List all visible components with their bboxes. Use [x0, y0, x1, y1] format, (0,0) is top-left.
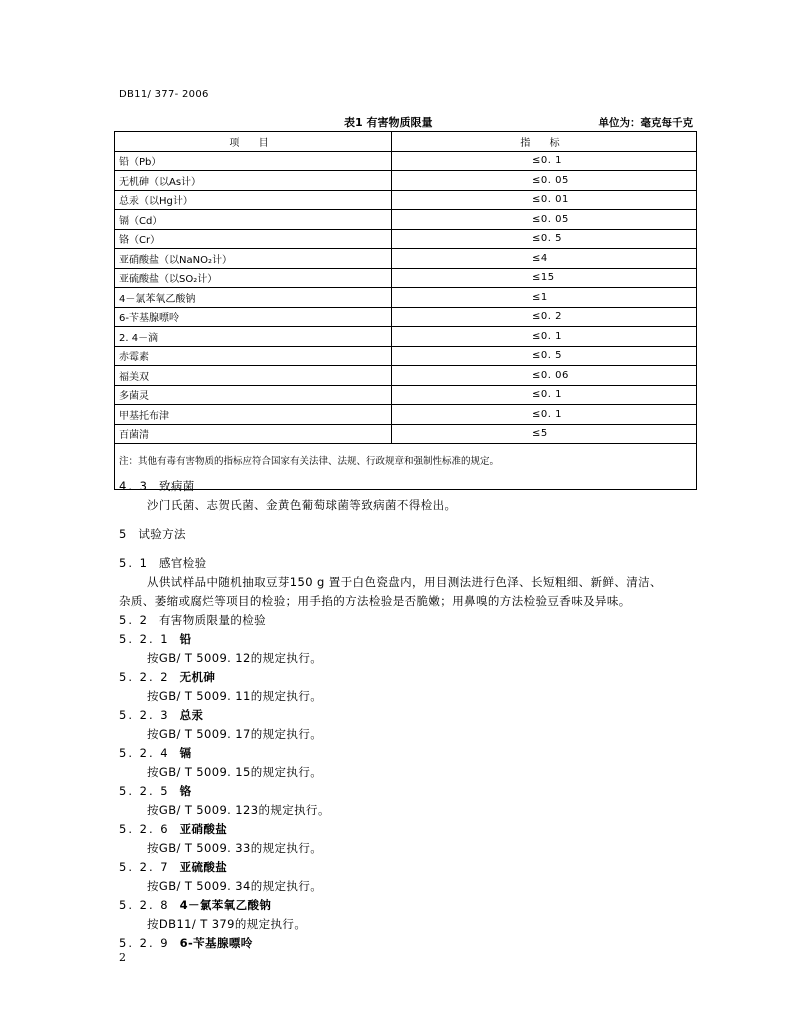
limit-value: ≤0. 2	[392, 307, 697, 327]
table-row	[115, 229, 697, 249]
table-row	[115, 424, 697, 444]
section-number: 5. 2. 4	[119, 746, 170, 760]
section-number: 5. 2	[119, 613, 149, 627]
substance-name: 铬（Cr）	[115, 229, 392, 249]
section-heading	[119, 478, 195, 494]
substance-name: 赤霉素	[115, 346, 392, 366]
section-title: 总汞	[179, 708, 204, 722]
limit-value: ≤15	[392, 268, 697, 288]
substance-name: 6-苄基腺嘌呤	[115, 307, 392, 327]
section-number: 5. 2. 6	[119, 822, 170, 836]
column-header-item: 项 目	[115, 132, 392, 152]
section-heading	[119, 821, 227, 837]
substance-name: 甲基托布津	[115, 405, 392, 425]
section-heading	[119, 859, 227, 875]
table-row	[115, 307, 697, 327]
substance-name: 亚硝酸盐（以NaNO₂计）	[115, 249, 392, 269]
limit-value: ≤0. 1	[392, 385, 697, 405]
section-heading	[119, 935, 253, 951]
table-row	[115, 385, 697, 405]
section-title: 镉	[179, 746, 192, 760]
section-number: 5. 2. 2	[119, 670, 170, 684]
limit-value: ≤0. 1	[392, 405, 697, 425]
section-number: 4. 3	[119, 479, 149, 493]
document-code: DB11/ 377- 2006	[119, 89, 209, 100]
section-heading	[119, 631, 191, 647]
section-title: 有害物质限量的检验	[158, 613, 267, 627]
substance-name: 铅（Pb）	[115, 151, 392, 171]
table-note: 注：其他有毒有害物质的指标应符合国家有关法律、法规、行政规章和强制性标准的规定。	[115, 444, 697, 490]
table-unit: 单位为：毫克每千克	[598, 117, 693, 129]
page-number: 2	[119, 951, 126, 964]
paragraph: 按GB/ T 5009. 11的规定执行。	[147, 689, 323, 703]
section-number: 5. 2. 8	[119, 898, 170, 912]
column-header-indicator: 指 标	[392, 132, 697, 152]
section-title: 6-苄基腺嘌呤	[179, 936, 253, 950]
limit-value: ≤4	[392, 249, 697, 269]
substance-name: 4－氯苯氧乙酸钠	[115, 288, 392, 308]
limit-value: ≤0. 1	[392, 151, 697, 171]
section-heading	[119, 745, 191, 761]
section-title: 铬	[179, 784, 192, 798]
limit-value: ≤0. 1	[392, 327, 697, 347]
section-title: 试验方法	[138, 527, 186, 541]
table-row	[115, 249, 697, 269]
section-title: 亚硫酸盐	[179, 860, 228, 874]
limit-value: ≤0. 5	[392, 346, 697, 366]
table-row	[115, 405, 697, 425]
paragraph: 沙门氏菌、志贺氏菌、金黄色葡萄球菌等致病菌不得检出。	[147, 498, 457, 512]
paragraph-continuation: 杂质、萎缩或腐烂等项目的检验；用手掐的方法检验是否脆嫩；用鼻嗅的方法检验豆香味及异味。	[119, 594, 631, 608]
section-number: 5. 2. 1	[119, 632, 170, 646]
substance-name: 多菌灵	[115, 385, 392, 405]
table-row	[115, 190, 697, 210]
table-row	[115, 366, 697, 386]
section-heading	[119, 555, 207, 571]
paragraph: 从供试样品中随机抽取豆芽150 g 置于白色瓷盘内，用目测法进行色泽、长短粗细、新鲜、清洁、	[147, 575, 662, 589]
limit-value: ≤0. 05	[392, 171, 697, 191]
substance-name: 总汞（以Hg计）	[115, 190, 392, 210]
paragraph: 按GB/ T 5009. 33的规定执行。	[147, 841, 323, 855]
paragraph: 按GB/ T 5009. 12的规定执行。	[147, 651, 323, 665]
table-row	[115, 171, 697, 191]
table-row	[115, 210, 697, 230]
section-number: 5. 2. 3	[119, 708, 170, 722]
limit-value: ≤0. 5	[392, 229, 697, 249]
section-heading	[119, 783, 191, 799]
substance-name: 无机砷（以As计）	[115, 171, 392, 191]
section-heading	[119, 612, 266, 628]
table-row	[115, 151, 697, 171]
table-header-row	[115, 132, 697, 152]
limit-value: ≤5	[392, 424, 697, 444]
table-row	[115, 327, 697, 347]
section-number: 5. 2. 7	[119, 860, 170, 874]
table-row	[115, 268, 697, 288]
section-title: 亚硝酸盐	[179, 822, 228, 836]
table-row	[115, 288, 697, 308]
paragraph: 按GB/ T 5009. 15的规定执行。	[147, 765, 323, 779]
section-title: 致病菌	[158, 479, 195, 493]
section-number: 5	[119, 527, 129, 541]
section-title: 感官检验	[158, 556, 207, 570]
substance-name: 亚硫酸盐（以SO₂计）	[115, 268, 392, 288]
section-number: 5. 2. 9	[119, 936, 170, 950]
limit-value: ≤0. 01	[392, 190, 697, 210]
table-row	[115, 346, 697, 366]
limit-value: ≤0. 05	[392, 210, 697, 230]
table-note-row	[115, 444, 697, 490]
paragraph: 按GB/ T 5009. 123的规定执行。	[147, 803, 330, 817]
section-heading	[119, 707, 203, 723]
paragraph: 按DB11/ T 379的规定执行。	[147, 917, 307, 931]
section-heading	[119, 669, 215, 685]
substance-name: 福美双	[115, 366, 392, 386]
paragraph: 按GB/ T 5009. 17的规定执行。	[147, 727, 323, 741]
section-title: 4－氯苯氧乙酸钠	[179, 898, 272, 912]
section-heading	[119, 526, 186, 542]
section-number: 5. 2. 5	[119, 784, 170, 798]
substance-name: 2. 4－滴	[115, 327, 392, 347]
substance-name: 镉（Cd）	[115, 210, 392, 230]
paragraph: 按GB/ T 5009. 34的规定执行。	[147, 879, 323, 893]
section-title: 无机砷	[179, 670, 216, 684]
substance-name: 百菌清	[115, 424, 392, 444]
limit-value: ≤1	[392, 288, 697, 308]
section-heading	[119, 897, 271, 913]
section-title: 铅	[179, 632, 192, 646]
harmful-substance-limits-table	[114, 131, 697, 490]
table-caption: 表1 有害物质限量	[344, 116, 433, 129]
section-number: 5. 1	[119, 556, 149, 570]
limit-value: ≤0. 06	[392, 366, 697, 386]
